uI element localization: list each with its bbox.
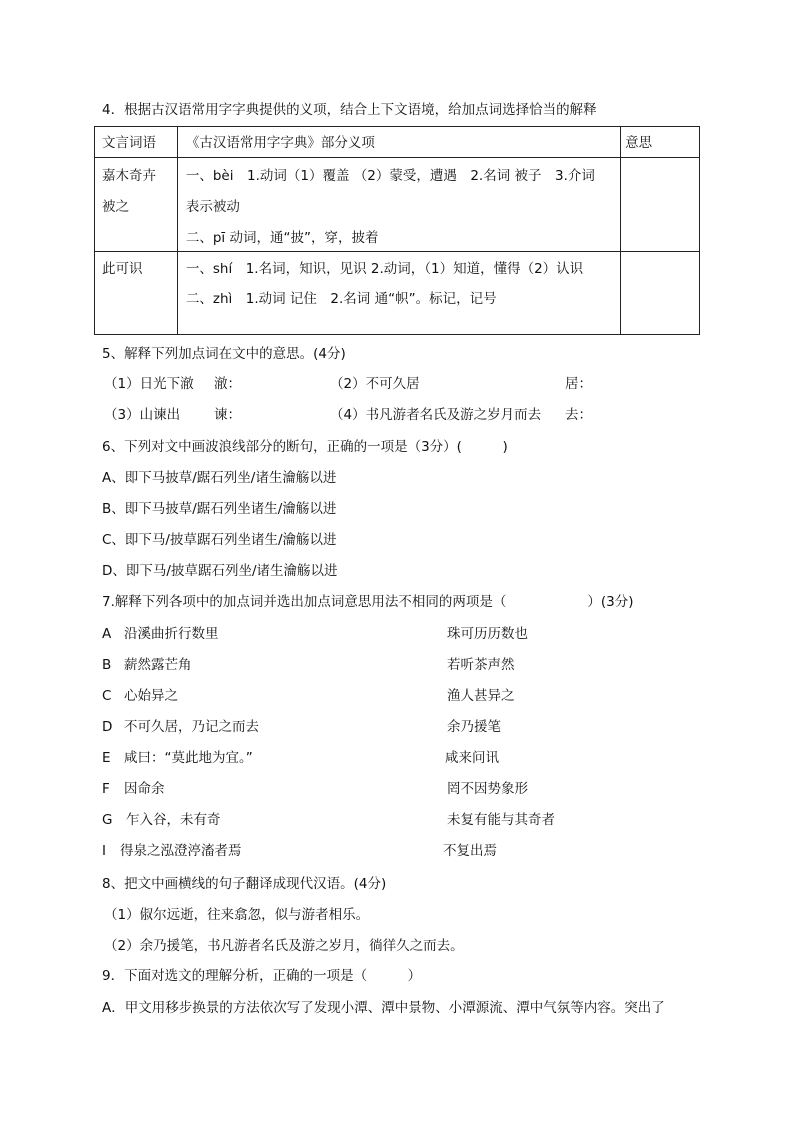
q7-left: 咸曰：“莫此地为宜。” <box>124 750 253 766</box>
q5-item-label: 澈： <box>214 376 241 392</box>
q7-left: 得泉之泓澄渟滀者焉 <box>120 843 242 859</box>
q7-letter: B <box>102 657 112 673</box>
header-cell <box>621 127 700 158</box>
q7-letter: G <box>102 812 113 828</box>
q5-item: （3）山谏出 <box>104 407 181 423</box>
table-header-row <box>95 127 700 158</box>
q7-letter: C <box>102 688 112 704</box>
q8-item: （2）余乃援笔，书凡游者名氏及游之岁月，徜徉久之而去。 <box>104 938 464 954</box>
meaning-cell[interactable] <box>621 252 700 335</box>
q7-right: 不复出焉 <box>443 843 497 859</box>
q9-option-a: A．甲文用移步换景的方法依次写了发现小潭、潭中景物、小潭源流、潭中气氛等内容。突出了 <box>102 1000 665 1016</box>
q8-prompt: 8、把文中画横线的句子翻译成现代汉语。(4分) <box>102 876 387 892</box>
word-line: 此可识 <box>102 261 143 277</box>
q5-prompt: 5、解释下列加点词在文中的意思。(4分) <box>102 346 346 362</box>
senses-cell <box>177 158 620 252</box>
q7-prompt: 7.解释下列各项中的加点词并选出加点词意思用法不相同的两项是（ ）(3分) <box>102 594 634 610</box>
q5-item-label: 居： <box>565 376 592 392</box>
word-line: 被之 <box>102 199 129 215</box>
header-cell <box>95 127 178 158</box>
q7-left: 不可久居，乃记之而去 <box>124 719 259 735</box>
q7-right: 珠可历历数也 <box>447 626 528 642</box>
word-cell <box>95 252 178 335</box>
q7-left: 薪然露芒角 <box>124 657 192 673</box>
word-line: 嘉木奇卉 <box>102 168 156 184</box>
q7-right: 咸来问讯 <box>445 750 499 766</box>
q5-item: （1）日光下澈 <box>104 376 194 392</box>
header-cell <box>177 127 620 158</box>
q6-option: A、即下马披草/踞石列坐/诸生瀹觞以进 <box>102 470 337 486</box>
sense-line: 一、bèi 1.动词（1）覆盖 （2）蒙受，遭遇 2.名词 被子 3.介词 <box>185 168 595 184</box>
q6-option: D、即下马/披草踞石列坐/诸生瀹觞以进 <box>102 563 338 579</box>
q7-left: 沿溪曲折行数里 <box>124 626 219 642</box>
header-word: 文言词语 <box>102 135 156 151</box>
q9-prompt: 9．下面对选文的理解分析，正确的一项是（ ） <box>102 968 422 984</box>
q7-left: 因命余 <box>124 781 165 797</box>
header-meaning: 意思 <box>625 135 653 151</box>
q5-item: （4）书凡游者名氏及游之岁月而去 <box>330 407 542 423</box>
q7-right: 渔人甚异之 <box>447 688 515 704</box>
q7-right: 未复有能与其奇者 <box>447 812 555 828</box>
q7-letter: A <box>102 626 112 642</box>
q6-option: B、即下马披草/踞石列坐诸生/瀹觞以进 <box>102 501 337 517</box>
vocab-table <box>94 126 700 335</box>
q7-right: 余乃援笔 <box>447 719 501 735</box>
word-cell <box>95 158 178 252</box>
q7-right: 罔不因势象形 <box>447 781 528 797</box>
q7-letter: F <box>102 781 110 797</box>
q5-item-label: 谏： <box>214 407 241 423</box>
sense-line: 二、zhì 1.动词 记住 2.名词 通“帜”。标记，记号 <box>185 291 497 307</box>
q7-left: 乍入谷，未有奇 <box>126 812 221 828</box>
q7-letter: D <box>102 719 113 735</box>
q7-letter: I <box>102 843 106 859</box>
q4-prompt: 4．根据古汉语常用字字典提供的义项，结合上下文语境，给加点词选择恰当的解释 <box>102 102 597 118</box>
senses-cell <box>177 252 620 335</box>
sense-line: 一、shí 1.名词，知识，见识 2.动词，（1）知道，懂得（2）认识 <box>185 261 584 277</box>
sense-line: 表示被动 <box>185 199 240 215</box>
table-row <box>95 158 700 252</box>
meaning-cell[interactable] <box>621 158 700 252</box>
q7-right: 若听茶声然 <box>447 657 515 673</box>
table-row <box>95 252 700 335</box>
header-senses: 《古汉语常用字字典》部分义项 <box>185 135 375 151</box>
q7-left: 心始异之 <box>124 688 178 704</box>
q6-prompt: 6、下列对文中画波浪线部分的断句，正确的一项是（3分）( ) <box>102 439 508 455</box>
q6-option: C、即下马/披草踞石列坐诸生/瀹觞以进 <box>102 532 337 548</box>
q5-item: （2）不可久居 <box>330 376 420 392</box>
q7-letter: E <box>102 750 111 766</box>
q8-item: （1）俶尔远逝，往来翕忽，似与游者相乐。 <box>104 907 370 923</box>
sense-line: 二、pī 动词，通“披”，穿，披着 <box>185 230 379 246</box>
q5-item-label: 去： <box>565 407 592 423</box>
